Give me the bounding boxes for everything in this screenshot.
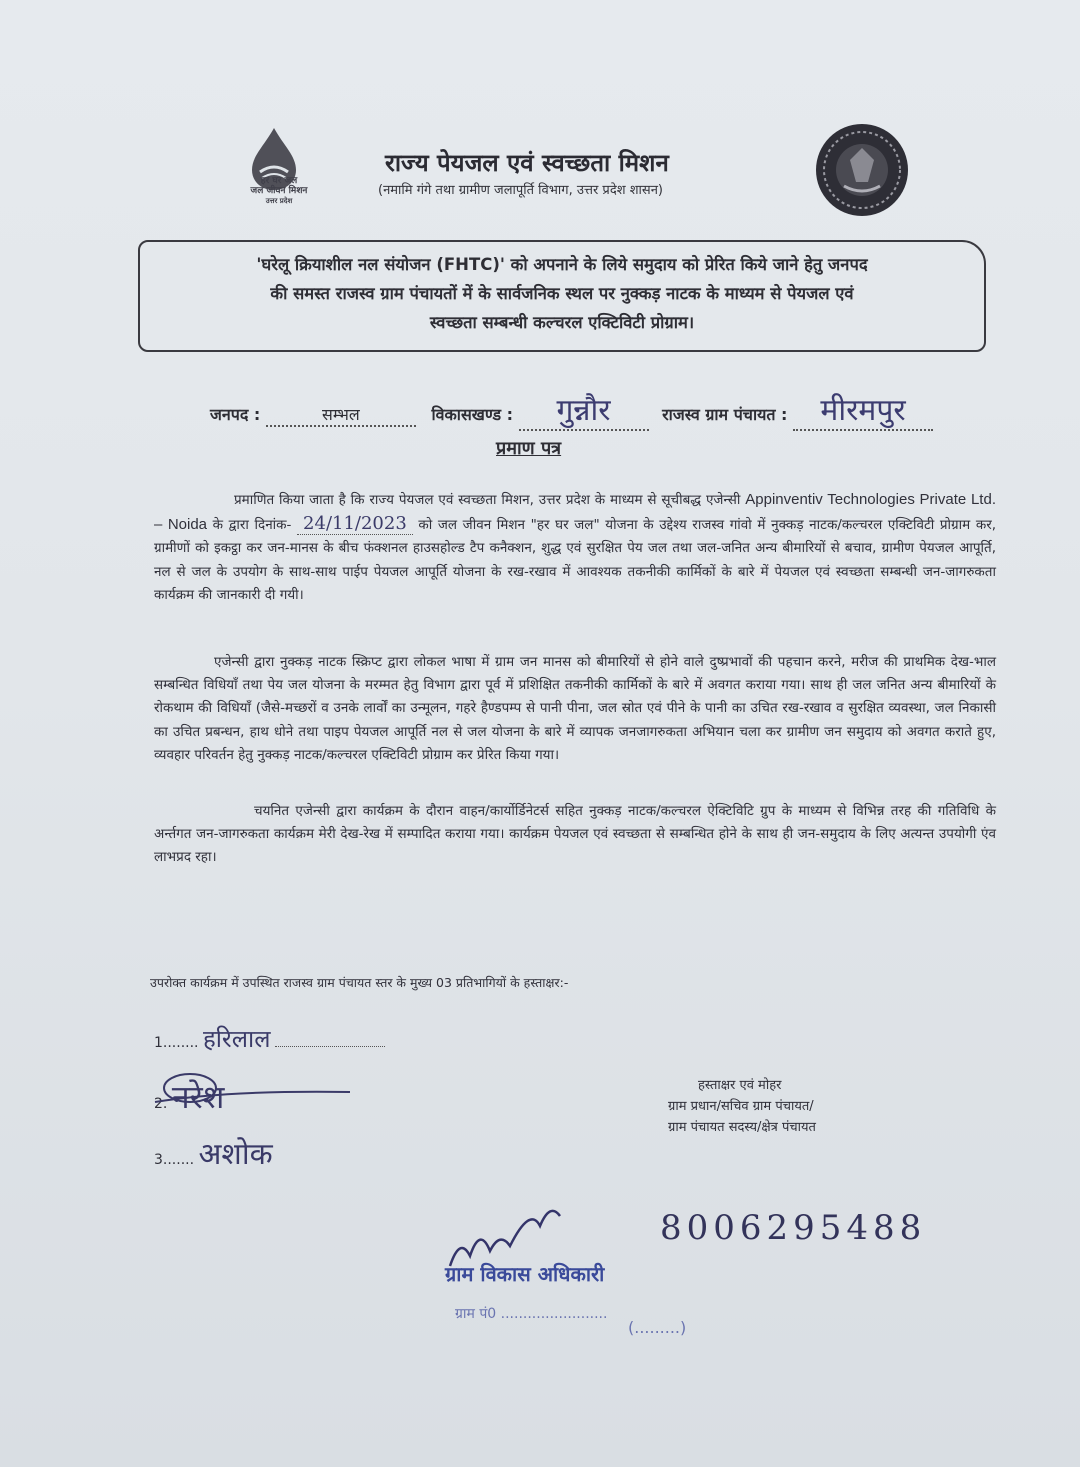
officer-stamp: ग्राम विकास अधिकारी	[445, 1262, 605, 1286]
officer-stamp-sub: ग्राम पं0 ........................	[455, 1306, 608, 1322]
signatory-number: 2.	[154, 1096, 168, 1112]
agency-name: Appinventiv Technologies Private Ltd. – Noida	[154, 491, 996, 534]
signature-scribble	[150, 1060, 360, 1110]
sign-block-line-1: हस्ताक्षर एवं मोहर	[698, 1078, 782, 1093]
paragraph-1-date-label: के द्वारा दिनांक-	[212, 517, 292, 534]
panchayat-label: राजस्व ग्राम पंचायत :	[662, 405, 788, 424]
mission-title: राज्य पेयजल एवं स्वच्छता मिशन	[385, 149, 669, 177]
program-line-2: की समस्त राजस्व ग्राम पंचायतों में के सार्वजनिक स्थल पर नुक्कड़ नाटक के माध्यम से पेयजल एवं	[270, 284, 854, 303]
paragraph-2	[154, 651, 996, 767]
certificate-title: प्रमाण पत्र	[496, 438, 562, 459]
mission-subtitle: (नमामि गंगे तथा ग्रामीण जलापूर्ति विभाग, उत्तर प्रदेश शासन)	[378, 183, 663, 198]
sign-block-line-3: ग्राम पंचायत सदस्य/क्षेत्र पंचायत	[668, 1120, 816, 1135]
up-government-emblem	[810, 120, 914, 220]
program-title-box	[138, 240, 986, 352]
panchayat-value: मीरमपुर	[793, 388, 933, 431]
logo-line-3: उत्तर प्रदेश	[265, 197, 293, 205]
jal-jeevan-mission-logo	[236, 122, 316, 212]
block-value: गुन्नौर	[519, 388, 649, 431]
block-label: विकासखण्ड :	[431, 405, 513, 424]
sign-block-line-2: ग्राम प्रधान/सचिव ग्राम पंचायत/	[668, 1099, 814, 1114]
signatory-signature: अशोक	[198, 1137, 273, 1172]
program-date: 24/11/2023	[297, 513, 413, 535]
officer-stamp-tail: (.........)	[628, 1318, 687, 1337]
signatory-row: 3....... अशोक	[154, 1137, 273, 1172]
signatory-signature: हरिलाल	[202, 1025, 271, 1053]
district-label: जनपद :	[210, 405, 261, 424]
paragraph-3-text: चयनित एजेन्सी द्वारा कार्यक्रम के दौरान वाहन/कार्योर्डिनेटर्स सहित नुक्कड़ नाटक/कल्चरल ऐक्टिविटि ग्रुप के माध्यम से विभिन्न तरह की गतिविधि के अर्न्तगत जन-जागरुकता कार्यक्रम मेरी देख-रेख में सम्पादित कराया गया। कार्यक्रम पेयजल एवं स्वच्छता से सम्बन्धित होने के साथ ही जन-समुदाय के लिए अत्यन्त उपयोगी एंव लाभप्रद रहा।	[154, 803, 996, 866]
paragraph-1-intro: प्रमाणित किया जाता है कि राज्य पेयजल एवं स्वच्छता मिशन, उत्तर प्रदेश के माध्यम से सूचीबद्ध एजेन्सी	[234, 492, 741, 508]
signatory-number: 3.	[154, 1152, 168, 1168]
paragraph-3	[154, 800, 996, 870]
district-value: सम्भल	[266, 403, 416, 427]
paragraph-2-text: एजेन्सी द्वारा नुक्कड़ नाटक स्क्रिप्ट द्वारा लोकल भाषा में ग्राम जन मानस को बीमारियों से होने वाले दुष्प्रभावों की पहचान करने, मरीज की प्राथमिक देख-भाल सम्बन्धित विधियाँ तथा पेय जल योजना के मरम्मत हेतु विभाग द्वारा पूर्व में प्रशिक्षित तकनीकी कार्मिकों के बारे में अवगत कराया गया। साथ ही जल जनित अन्य बीमारियों के रोकथाम की विधियाँ (जैसे-मच्छरों व उनके लार्वों का उन्मूलन, गहरे हैण्डपम्प से पानी पीना, जल स्रोत एवं पीने के पानी का उचित रख-रखाव व सुरक्षित व्यवस्था, जल निकासी का उचित प्रबन्धन, हाथ धोने तथा पाइप पेयजल आपूर्ति नल से जल योजना के बारे में व्यापक जनजागरुकता अभियान चला कर ग्रामीण जन समुदाय को अवगत कराते हुए, व्यवहार परिवर्तन हेतु नुक्कड़ नाटक/कल्चरल एक्टिविटी प्रोग्राम कर प्रेरित किया गया।	[154, 654, 996, 763]
logo-text	[244, 176, 314, 206]
state-seal-icon	[810, 120, 914, 220]
paragraph-1	[154, 488, 996, 607]
handwritten-phone-number: 8006295488	[660, 1208, 927, 1248]
official-sign-block	[668, 1075, 816, 1138]
logo-line-1: हर घर जल	[260, 176, 298, 186]
program-line-1: 'घरेलू क्रियाशील नल संयोजन (FHTC)' को अपनाने के लिये समुदाय को प्रेरित किये जाने हेतु जनपद	[256, 255, 868, 274]
signatory-number: 1.	[154, 1035, 168, 1051]
paragraph-1-body: को जल जीवन मिशन "हर घर जल" योजना के उद्देश्य राजस्व गांवो में नुक्कड़ नाटक/कल्चरल एक्टिविटी प्रोग्राम कर, ग्रामीणों को इकट्ठा कर जन-मानस के बीच फंक्शनल हाउसहोल्ड टैप कनैक्शन, शुद्ध एवं सुरक्षित पेय जल तथा जल-जनित अन्य बीमारियों से बचाव, ग्रामीण पेयजल आपूर्ति, नल से जल के उपयोग के साथ-साथ पाईप पेयजल आपूर्ति योजना के रख-रखाव में आवश्यक तकनीकी कार्मिकों के बारे में पेयजल एवं स्वच्छता सम्बन्धी जन-जागरुकता कार्यक्रम की जानकारी दी गयी।	[154, 517, 997, 603]
program-line-3: स्वच्छता सम्बन्धी कल्चरल एक्टिविटी प्रोग्राम।	[429, 313, 695, 332]
signatory-signature: नरेश	[171, 1078, 225, 1116]
participants-note: उपरोक्त कार्यक्रम में उपस्थित राजस्व ग्राम पंचायत स्तर के मुख्य 03 प्रतिभागियों के हस्ताक्षर:-	[150, 975, 569, 990]
location-line	[210, 388, 933, 431]
logo-line-2: जल जीवन मिशन	[250, 186, 308, 196]
signatory-row: 1........ हरिलाल	[154, 1022, 385, 1055]
